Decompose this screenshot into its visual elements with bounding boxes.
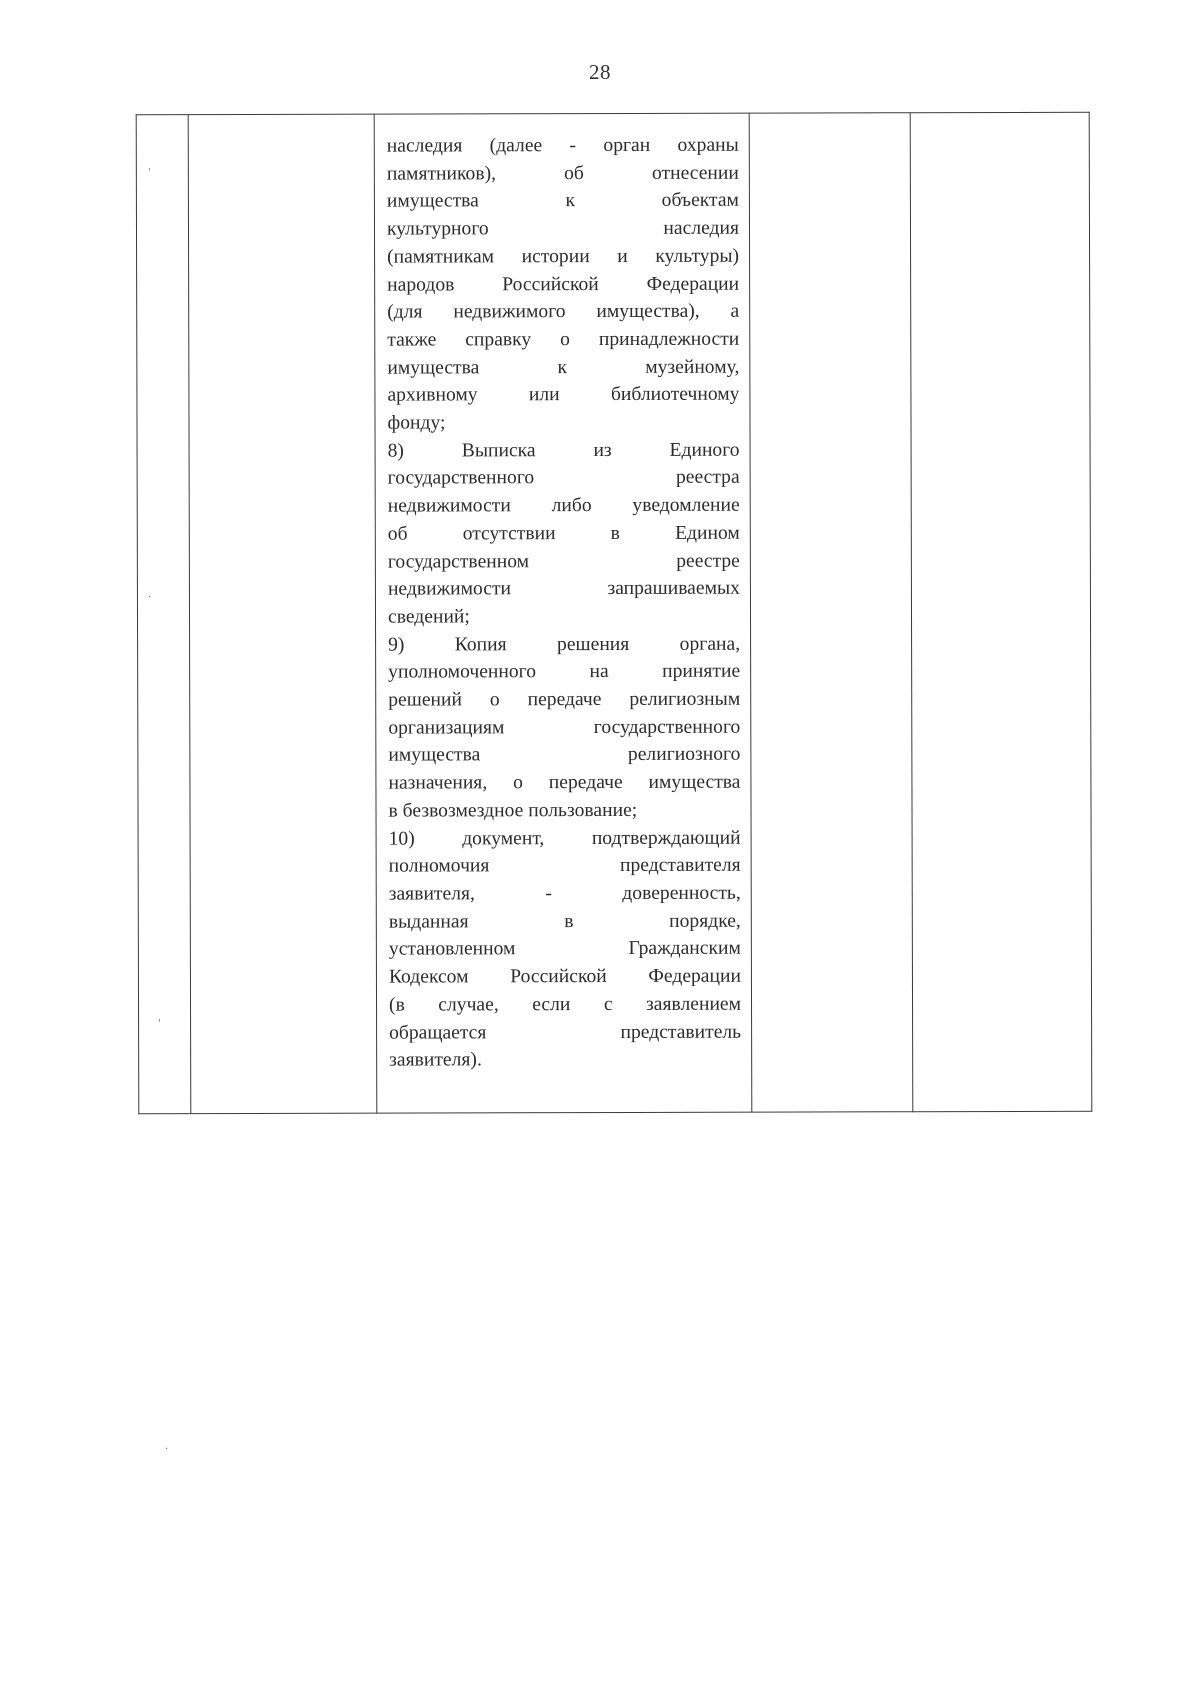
document-text-line: установленном Гражданским — [388, 938, 741, 960]
document-text-line: имущества религиозного — [388, 744, 741, 767]
page-number: 28 — [589, 60, 611, 84]
documents-text — [375, 114, 752, 1075]
table-cell-empty-5 — [910, 112, 1092, 1111]
document-text-line: недвижимости запрашиваемых — [387, 577, 740, 600]
document-text-line: 9) Копия решения органа, — [388, 633, 741, 656]
document-text-line: имущества к объектам — [386, 190, 739, 212]
document-text-line: (для недвижимого имущества), а — [387, 300, 740, 323]
document-text-line: организациям государственного — [388, 716, 741, 739]
document-text-line: культурного наследия — [386, 217, 740, 240]
document-text-line: фонду; — [387, 412, 446, 434]
document-table — [136, 112, 1093, 1114]
document-text-line: заявителя, - доверенность, — [388, 882, 741, 905]
document-text-line: решений о передаче религиозным — [388, 688, 741, 711]
document-text-line: сведений; — [387, 606, 470, 628]
document-text-line: выданная в порядке, — [388, 910, 741, 933]
document-text-line: заявителя). — [389, 1049, 482, 1071]
table-cell-documents — [374, 113, 752, 1113]
document-text-line: недвижимости либо уведомление — [387, 494, 740, 517]
table-cell-empty-4 — [749, 113, 913, 1112]
scan-mark: ' — [148, 167, 151, 178]
document-text-line: (памятникам истории и культуры) — [387, 245, 740, 268]
document-text-line: 8) Выписка из Единого — [387, 439, 740, 462]
table-cell-name — [188, 114, 377, 1113]
document-text-line: об отсутствии в Едином — [387, 522, 740, 545]
document-text-line: обращается представитель — [389, 1021, 742, 1044]
document-text-line: архивному или библиотечному — [387, 383, 740, 406]
document-text-line: имущества к музейному, — [387, 356, 740, 379]
document-text-line: народов Российской Федерации — [387, 273, 740, 296]
scan-mark: ' — [158, 1018, 161, 1029]
document-text-line: государственном реестре — [387, 550, 740, 573]
document-text-line: Кодексом Российской Федерации — [388, 965, 741, 988]
document-text-line: назначения, о передаче имущества — [388, 771, 741, 794]
document-text-line: наследия (далее - орган охраны — [386, 134, 739, 157]
table-cell-number — [136, 115, 191, 1114]
document-text-line: 10) документ, подтверждающий — [388, 827, 741, 850]
document-text-line: полномочия представителя — [388, 854, 741, 877]
document-text-line: памятников), об отнесении — [386, 162, 739, 185]
scan-mark: · — [148, 592, 152, 603]
document-text-line: государственного реестра — [387, 467, 740, 490]
document-text-line: (в случае, если с заявлением — [388, 993, 742, 1016]
table-row — [136, 112, 1092, 1113]
document-text-line: также справку о принадлежности — [387, 328, 740, 351]
scan-mark: · — [165, 1444, 169, 1455]
document-text-line: в безвозмездное пользование; — [388, 799, 638, 822]
document-text-line: уполномоченного на принятие — [388, 661, 741, 683]
